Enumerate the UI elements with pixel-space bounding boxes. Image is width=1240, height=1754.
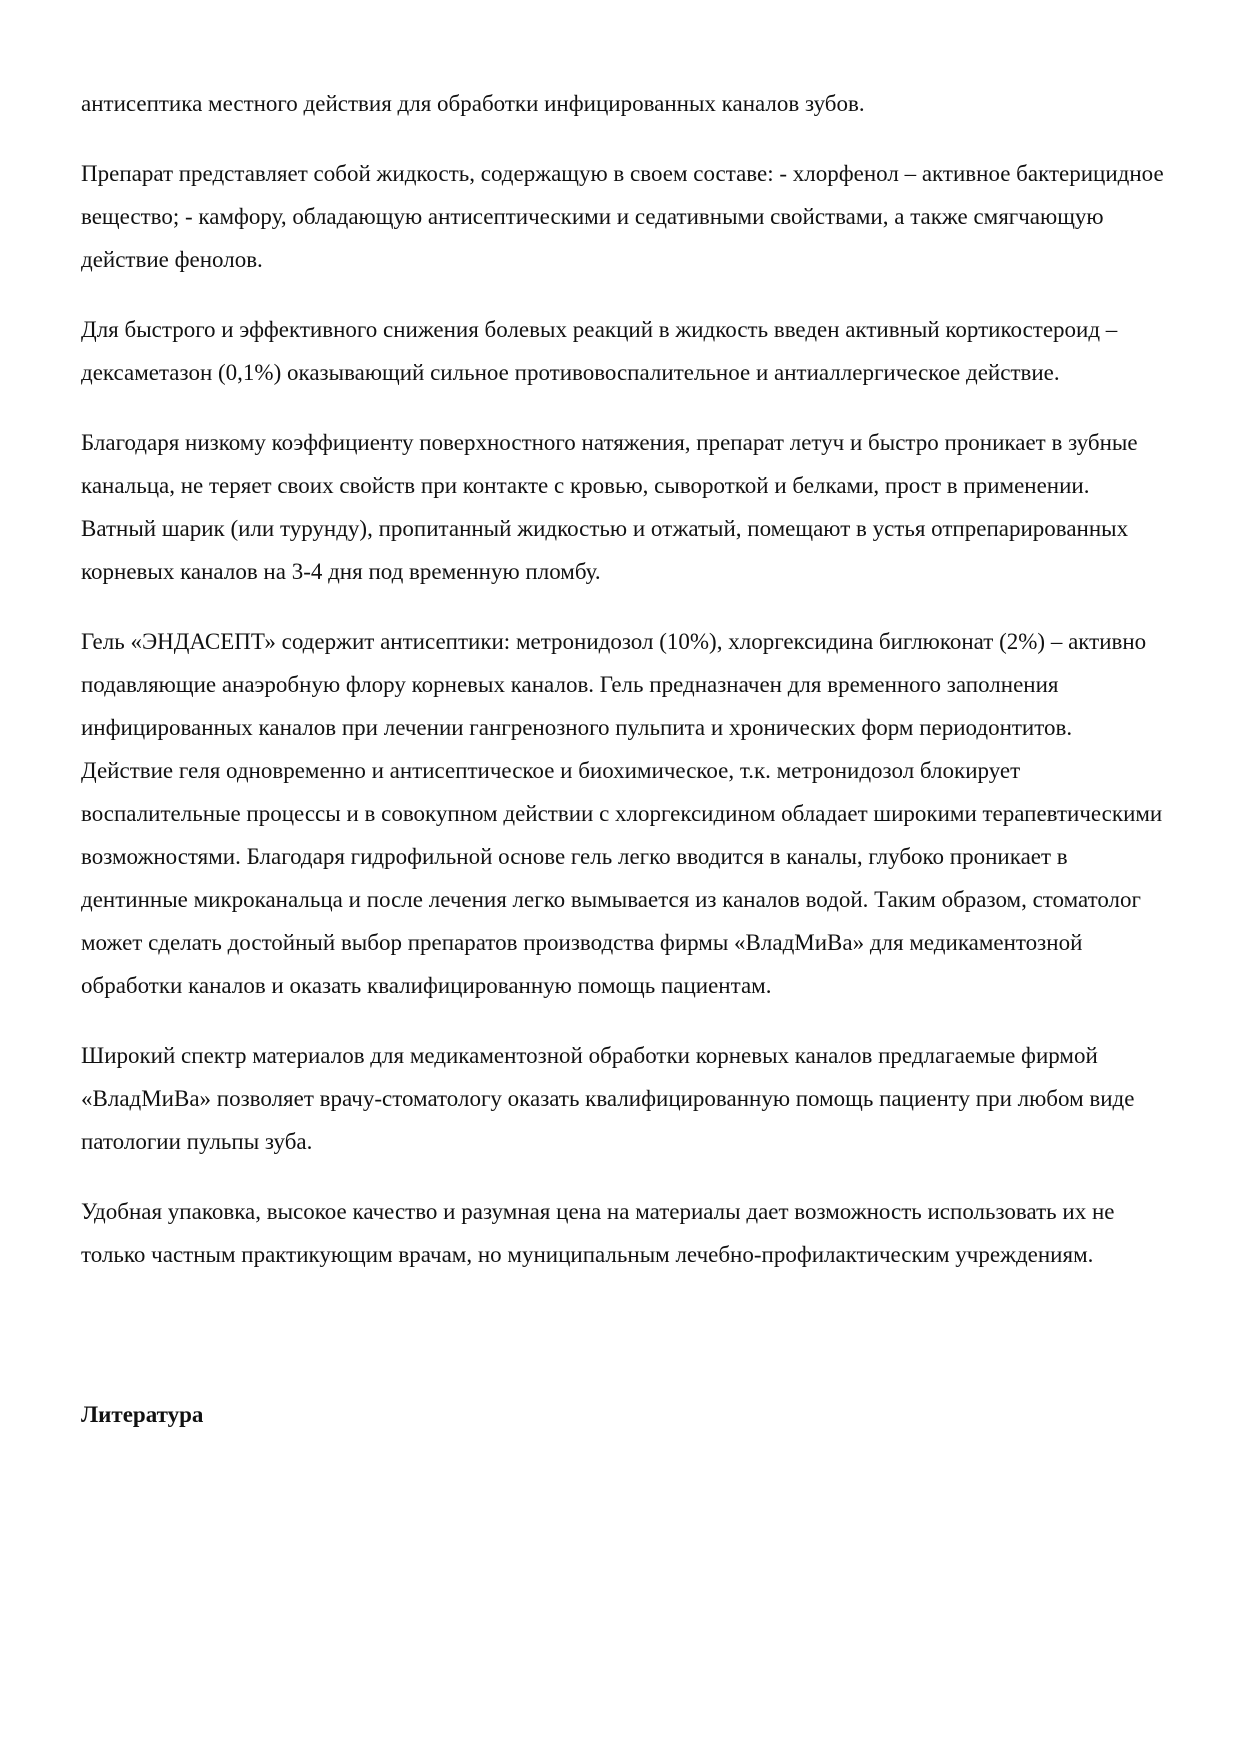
paragraph-packaging: Удобная упаковка, высокое качество и разумная цена на материалы дает возможность использовать их не только частным практикующим врачам, но муниципальным лечебно-профилактическим учреждениям. [81, 1199, 1115, 1267]
paragraph-surface-tension: Благодаря низкому коэффициенту поверхностного натяжения, препарат летуч и быстро проникает в зубные канальца, не теряет своих свойств при контакте с кровью, сывороткой и белками, прост в применении. Ватный шарик (или турунду), пропитанный жидкостью и отжатый, помещают в устья отпрепарированных корневых каналов на 3-4 дня под временную пломбу. [81, 430, 1138, 584]
paragraph-wide-spectrum: Широкий спектр материалов для медикаментозной обработки корневых каналов предлагаемые фирмой «ВладМиВа» позволяет врачу-стоматологу оказать квалифицированную помощь пациенту при любом виде патологии пульпы зуба. [81, 1043, 1135, 1154]
paragraph-endasept-gel: Гель «ЭНДАСЕПТ» содержит антисептики: метронидозол (10%), хлоргексидина биглюконат (2%) – активно подавляющие анаэробную флору корневых каналов. Гель предназначен для временного заполнения инфицированных каналов при лечении гангренозного пульпита и хронических форм периодонтитов. Действие геля одновременно и антисептическое и биохимическое, т.к. метронидозол блокирует воспалительные процессы и в совокупном действии с хлоргексидином обладает широкими терапевтическими возможностями. Благодаря гидрофильной основе гель легко вводится в каналы, глубоко проникает в дентинные микроканальца и после лечения легко вымывается из каналов водой. Таким образом, стоматолог может сделать достойный выбор препаратов производства фирмы «ВладМиВа» для медикаментозной обработки каналов и оказать квалифицированную помощь пациентам. [81, 629, 1163, 998]
paragraph-antiseptic-intro: антисептика местного действия для обработки инфицированных каналов зубов. [81, 91, 865, 116]
document-page [81, 82, 1166, 1436]
paragraph-composition: Препарат представляет собой жидкость, содержащую в своем составе: - хлорфенол – активное бактерицидное вещество; - камфору, обладающую антисептическими и седативными свойствами, а также смягчающую действие фенолов. [81, 161, 1164, 272]
section-heading-literature: Литература [81, 1402, 204, 1427]
paragraph-dexamethasone: Для быстрого и эффективного снижения болевых реакций в жидкость введен активный кортикостероид – дексаметазон (0,1%) оказывающий сильное противовоспалительное и антиаллергическое действие. [81, 317, 1118, 385]
